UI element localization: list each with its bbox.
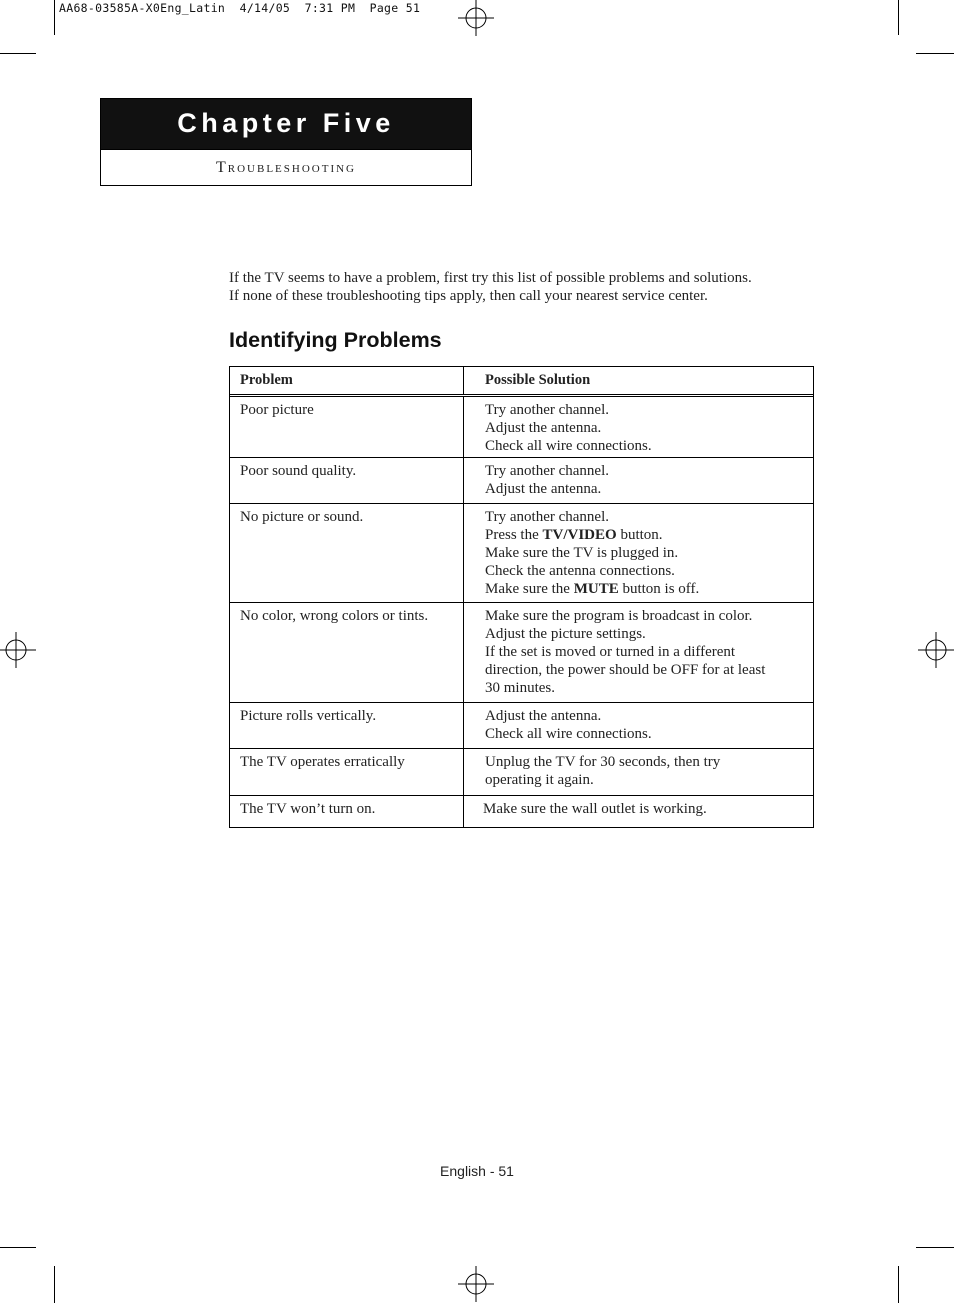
solution-line: Make sure the MUTE button is off.	[485, 581, 700, 597]
crop-mark	[898, 1266, 899, 1303]
chapter-header	[100, 98, 472, 186]
crop-mark	[916, 53, 954, 54]
registration-mark-icon	[458, 1266, 494, 1302]
solution-line: Try another channel.	[485, 509, 609, 525]
intro-line: If none of these troubleshooting tips apply, then call your nearest service center.	[229, 288, 708, 304]
table-row	[230, 397, 813, 458]
solution-line: Make sure the TV is plugged in.	[485, 545, 679, 561]
solution-line: Check all wire connections.	[485, 726, 652, 742]
problem-cell: Poor sound quality.	[230, 458, 464, 503]
table-header	[230, 367, 813, 397]
problem-cell: No color, wrong colors or tints.	[230, 603, 464, 702]
solution-cell	[464, 749, 813, 795]
registration-mark-icon	[0, 632, 36, 668]
solution-cell	[464, 504, 813, 602]
problem-cell: Poor picture	[230, 397, 464, 457]
solution-line: Try another channel.	[485, 402, 609, 418]
solution-cell	[464, 703, 813, 748]
solution-line: operating it again.	[485, 772, 594, 788]
solution-cell	[464, 458, 813, 503]
table-row	[230, 458, 813, 504]
solution-cell	[464, 603, 813, 702]
solution-line: Try another channel.	[485, 463, 609, 479]
solution-line: direction, the power should be OFF for at least	[485, 662, 766, 678]
page-footer: English - 51	[440, 1163, 514, 1179]
crop-mark	[898, 0, 899, 35]
solution-line: Adjust the picture settings.	[485, 626, 646, 642]
intro-line: If the TV seems to have a problem, first try this list of possible problems and solutions.	[229, 270, 752, 286]
solution-line: If the set is moved or turned in a different	[485, 644, 736, 660]
solution-line: Press the TV/VIDEO button.	[485, 527, 663, 543]
solution-line: Make sure the wall outlet is working.	[483, 801, 707, 817]
tv-video-button-label: TV/VIDEO	[542, 527, 617, 543]
crop-mark	[0, 53, 36, 54]
table-row	[230, 603, 813, 703]
problem-cell: No picture or sound.	[230, 504, 464, 602]
table-row	[230, 504, 813, 603]
table-row	[230, 749, 813, 796]
solution-line: Adjust the antenna.	[485, 481, 602, 497]
solution-line: Adjust the antenna.	[485, 708, 602, 724]
chapter-title: Chapter Five	[101, 99, 471, 149]
solution-line: Check all wire connections.	[485, 438, 652, 454]
solution-line: Unplug the TV for 30 seconds, then try	[485, 754, 721, 770]
crop-mark	[916, 1247, 954, 1248]
problem-cell: The TV won’t turn on.	[230, 796, 464, 827]
troubleshooting-table	[229, 366, 814, 828]
table-row	[230, 703, 813, 749]
solution-line: Check the antenna connections.	[485, 563, 675, 579]
chapter-subtitle: Troubleshooting	[101, 149, 471, 186]
crop-mark	[54, 0, 55, 35]
section-title: Identifying Problems	[229, 328, 442, 352]
crop-mark	[0, 1247, 36, 1248]
table-row	[230, 796, 813, 827]
header-solution: Possible Solution	[485, 372, 591, 388]
solution-cell	[464, 397, 813, 457]
crop-mark	[54, 1266, 55, 1303]
solution-line: Make sure the program is broadcast in color.	[485, 608, 753, 624]
solution-cell	[464, 796, 813, 827]
problem-cell: Picture rolls vertically.	[230, 703, 464, 748]
intro-text	[229, 269, 829, 305]
registration-mark-icon	[458, 0, 494, 36]
solution-line: Adjust the antenna.	[485, 420, 602, 436]
mute-button-label: MUTE	[573, 581, 619, 597]
header-problem: Problem	[230, 367, 464, 394]
solution-line: 30 minutes.	[485, 680, 555, 696]
registration-mark-icon	[918, 632, 954, 668]
print-slug: AA68-03585A-X0Eng_Latin 4/14/05 7:31 PM Page 51	[59, 1, 421, 15]
problem-cell: The TV operates erratically	[230, 749, 464, 795]
